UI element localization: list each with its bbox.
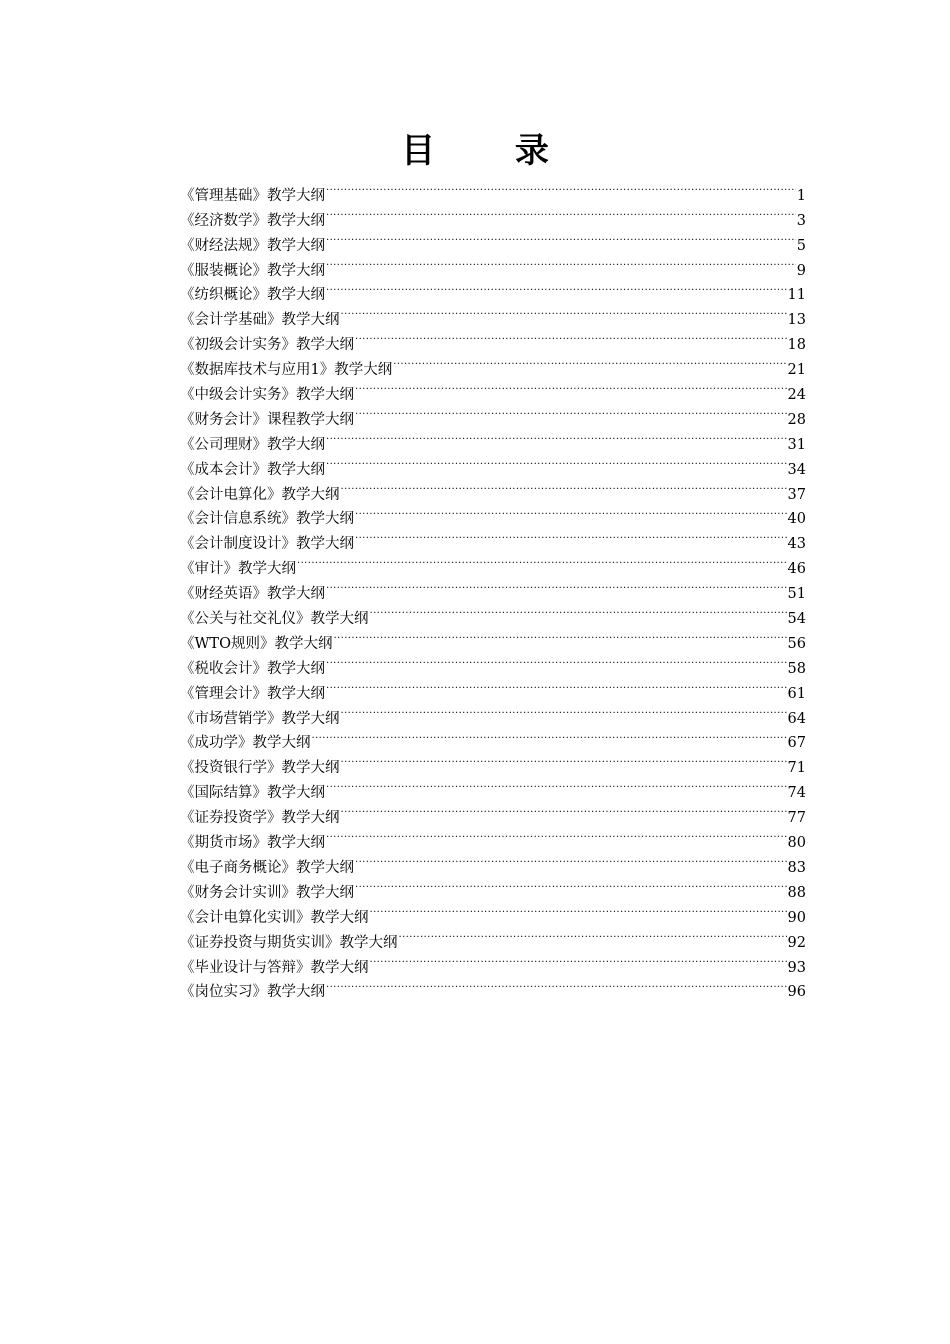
toc-dot-leader bbox=[332, 623, 786, 648]
toc-page-number: 61 bbox=[787, 685, 806, 702]
toc-page-number: 93 bbox=[787, 959, 806, 976]
toc-dot-leader bbox=[325, 250, 796, 275]
toc-entry-title: 《证券投资学》教学大纲 bbox=[180, 810, 340, 827]
toc-entry-title: 《WTO规则》教学大纲 bbox=[180, 635, 333, 652]
toc-dot-leader bbox=[354, 324, 787, 349]
toc-page-number: 58 bbox=[787, 660, 806, 677]
toc-page-number: 21 bbox=[787, 362, 806, 379]
toc-page-number: 1 bbox=[796, 187, 806, 204]
toc-dot-leader bbox=[325, 175, 796, 200]
toc-dot-leader bbox=[325, 275, 787, 300]
toc-page-number: 40 bbox=[787, 511, 806, 528]
table-of-contents bbox=[180, 175, 806, 1001]
toc-dot-leader bbox=[340, 698, 787, 723]
toc-dot-leader bbox=[354, 499, 787, 524]
toc-entry-title: 《岗位实习》教学大纲 bbox=[180, 984, 325, 1001]
toc-entry-title: 《数据库技术与应用1》教学大纲 bbox=[180, 362, 393, 379]
toc-dot-leader bbox=[325, 449, 787, 474]
toc-dot-leader bbox=[369, 897, 787, 922]
toc-dot-leader bbox=[354, 399, 787, 424]
toc-page-number: 28 bbox=[787, 411, 806, 428]
toc-entry-title: 《财经法规》教学大纲 bbox=[180, 237, 325, 254]
toc-page-number: 3 bbox=[796, 212, 806, 229]
toc-page-number: 64 bbox=[787, 710, 806, 727]
toc-dot-leader bbox=[325, 225, 796, 250]
toc-page-number: 92 bbox=[787, 934, 806, 951]
toc-entry-title: 《投资银行学》教学大纲 bbox=[180, 760, 340, 777]
toc-entry-title: 《初级会计实务》教学大纲 bbox=[180, 337, 354, 354]
toc-dot-leader bbox=[354, 523, 787, 548]
toc-page-number: 11 bbox=[787, 287, 806, 304]
toc-dot-leader bbox=[325, 200, 796, 225]
toc-dot-leader bbox=[354, 872, 787, 897]
toc-dot-leader bbox=[340, 299, 787, 324]
toc-dot-leader bbox=[296, 548, 787, 573]
toc-dot-leader bbox=[325, 972, 787, 997]
toc-entry-title: 《会计学基础》教学大纲 bbox=[180, 312, 340, 329]
toc-page-number: 43 bbox=[787, 536, 806, 553]
toc-page-number: 31 bbox=[787, 436, 806, 453]
toc-entry-title: 《成本会计》教学大纲 bbox=[180, 461, 325, 478]
toc-dot-leader bbox=[369, 947, 787, 972]
toc-entry-title: 《管理会计》教学大纲 bbox=[180, 685, 325, 702]
toc-page-number: 9 bbox=[796, 262, 806, 279]
toc-page-number: 90 bbox=[787, 909, 806, 926]
toc-dot-leader bbox=[311, 723, 787, 748]
toc-entry[interactable] bbox=[180, 175, 806, 204]
toc-page-number: 34 bbox=[787, 461, 806, 478]
toc-dot-leader bbox=[340, 797, 787, 822]
toc-page-number: 54 bbox=[787, 611, 806, 628]
toc-page-number: 88 bbox=[787, 884, 806, 901]
toc-page-number: 67 bbox=[787, 735, 806, 752]
toc-entry-title: 《经济数学》教学大纲 bbox=[180, 212, 325, 229]
toc-page-number: 77 bbox=[787, 810, 806, 827]
toc-entry-title: 《财务会计》课程教学大纲 bbox=[180, 411, 354, 428]
toc-page-number: 51 bbox=[787, 586, 806, 603]
toc-dot-leader bbox=[325, 573, 787, 598]
toc-page-number: 5 bbox=[796, 237, 806, 254]
toc-entry-title: 《毕业设计与答辩》教学大纲 bbox=[180, 959, 369, 976]
toc-dot-leader bbox=[325, 424, 787, 449]
toc-entry-title: 《电子商务概论》教学大纲 bbox=[180, 859, 354, 876]
toc-entry-title: 《纺织概论》教学大纲 bbox=[180, 287, 325, 304]
toc-dot-leader bbox=[369, 598, 787, 623]
toc-entry-title: 《会计电算化》教学大纲 bbox=[180, 486, 340, 503]
toc-entry-title: 《服装概论》教学大纲 bbox=[180, 262, 325, 279]
toc-page-number: 74 bbox=[787, 785, 806, 802]
toc-dot-leader bbox=[354, 374, 787, 399]
toc-entry-title: 《会计制度设计》教学大纲 bbox=[180, 536, 354, 553]
toc-title: 目 录 bbox=[401, 131, 583, 171]
toc-dot-leader bbox=[325, 648, 787, 673]
toc-entry-title: 《财经英语》教学大纲 bbox=[180, 586, 325, 603]
toc-entry-title: 《市场营销学》教学大纲 bbox=[180, 710, 340, 727]
toc-entry-title: 《证券投资与期货实训》教学大纲 bbox=[180, 934, 398, 951]
toc-page-number: 56 bbox=[787, 635, 806, 652]
toc-dot-leader bbox=[340, 747, 787, 772]
toc-entry-title: 《成功学》教学大纲 bbox=[180, 735, 311, 752]
toc-page-number: 46 bbox=[787, 561, 806, 578]
toc-entry-title: 《公关与社交礼仪》教学大纲 bbox=[180, 611, 369, 628]
toc-dot-leader bbox=[392, 349, 786, 374]
toc-page-number: 71 bbox=[787, 760, 806, 777]
toc-entry-title: 《公司理财》教学大纲 bbox=[180, 436, 325, 453]
toc-entry-title: 《管理基础》教学大纲 bbox=[180, 187, 325, 204]
toc-entry-title: 《会计电算化实训》教学大纲 bbox=[180, 909, 369, 926]
toc-entry-title: 《会计信息系统》教学大纲 bbox=[180, 511, 354, 528]
toc-entry-title: 《中级会计实务》教学大纲 bbox=[180, 387, 354, 404]
toc-page-number: 24 bbox=[787, 387, 806, 404]
toc-dot-leader bbox=[325, 822, 787, 847]
toc-entry-title: 《税收会计》教学大纲 bbox=[180, 660, 325, 677]
toc-page-number: 18 bbox=[787, 337, 806, 354]
toc-entry-title: 《期货市场》教学大纲 bbox=[180, 835, 325, 852]
toc-dot-leader bbox=[325, 673, 787, 698]
toc-page-number: 80 bbox=[787, 835, 806, 852]
toc-entry-title: 《国际结算》教学大纲 bbox=[180, 785, 325, 802]
toc-page-number: 96 bbox=[787, 984, 806, 1001]
toc-dot-leader bbox=[325, 772, 787, 797]
toc-page-number: 37 bbox=[787, 486, 806, 503]
toc-dot-leader bbox=[398, 922, 787, 947]
toc-entry-title: 《审计》教学大纲 bbox=[180, 561, 296, 578]
toc-entry-title: 《财务会计实训》教学大纲 bbox=[180, 884, 354, 901]
toc-page-number: 83 bbox=[787, 859, 806, 876]
toc-dot-leader bbox=[354, 847, 787, 872]
toc-page-number: 13 bbox=[787, 312, 806, 329]
toc-dot-leader bbox=[340, 474, 787, 499]
